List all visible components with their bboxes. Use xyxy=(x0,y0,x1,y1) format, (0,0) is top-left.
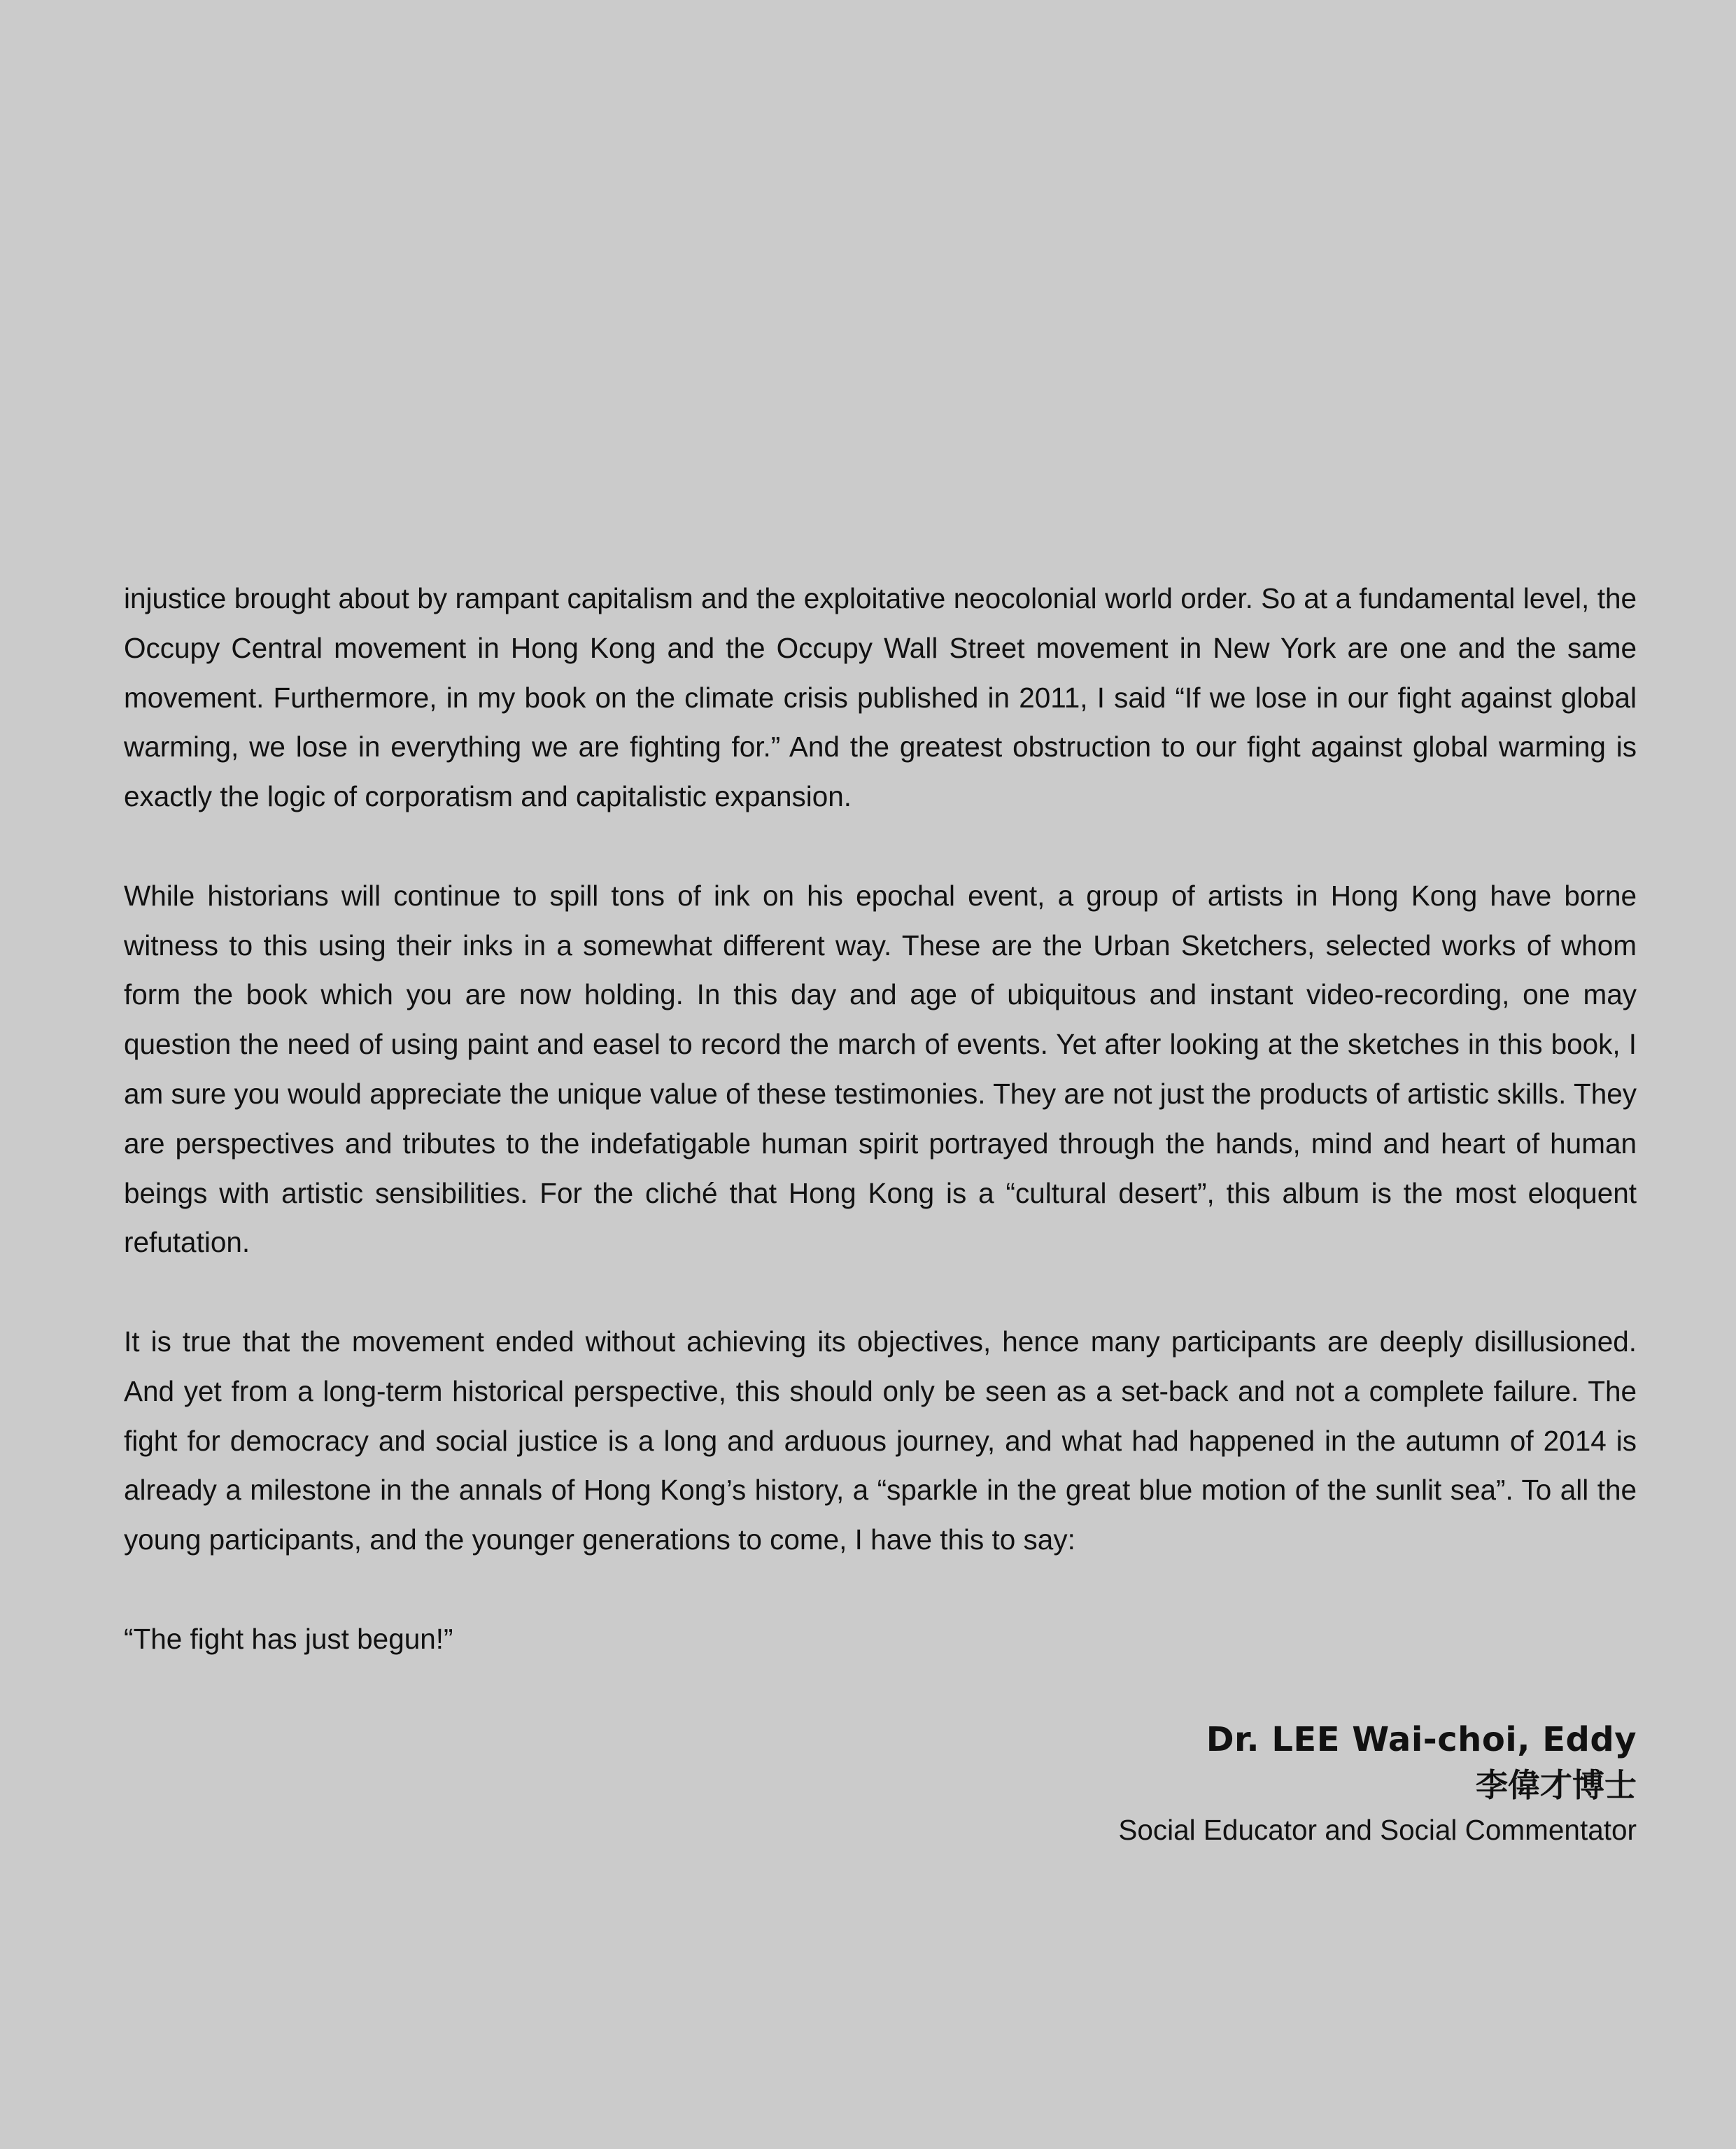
closing-quote: “The fight has just begun!” xyxy=(124,1622,453,1655)
signature-block xyxy=(1118,1717,1637,1852)
author-chinese-name: 李偉才博士 xyxy=(1476,1766,1637,1804)
paragraph-1: injustice brought about by rampant capitalism and the exploitative neocolonial world order. So at a fundamental level, the Occupy Central movement in Hong Kong and the Occupy Wall Street movement in New York are one and the same movement. Furthermore, in my book on the climate crisis published in 2011, I said “If we lose in our fight against global warming, we lose in everything we are fighting for.” And the greatest obstruction to our fight against global warming is exactly the logic of corporatism and capitalistic expansion. xyxy=(124,582,1637,813)
paragraph-2: While historians will continue to spill tons of ink on his epochal event, a group of artists in Hong Kong have borne witness to this using their inks in a somewhat different way. These are the Urban Sketchers, selected works of whom form the book which you are now holding. In this day and age of ubiquitous and instant video-recording, one may question the need of using paint and easel to record the march of events. Yet after looking at the sketches in this book, I am sure you would appreciate the unique value of these testimonies. They are not just the products of artistic skills. They are perspectives and tributes to the indefatigable human spirit portrayed through the hands, mind and heart of human beings with artistic sensibilities. For the cliché that Hong Kong is a “cultural desert”, this album is the most eloquent refutation. xyxy=(124,879,1637,1259)
body-text xyxy=(124,574,1637,1664)
paragraph-3: It is true that the movement ended without achieving its objectives, hence many participants are deeply disillusioned. And yet from a long-term historical perspective, this should only be seen as a set-back and not a complete failure. The fight for democracy and social justice is a long and arduous journey, and what had happened in the autumn of 2014 is already a milestone in the annals of Hong Kong’s history, a “sparkle in the great blue motion of the sunlit sea”. To all the young participants, and the younger generations to come, I have this to say: xyxy=(124,1325,1637,1556)
author-name: Dr. LEE Wai-choi, Eddy xyxy=(1206,1720,1637,1759)
author-role: Social Educator and Social Commentator xyxy=(1118,1814,1637,1846)
